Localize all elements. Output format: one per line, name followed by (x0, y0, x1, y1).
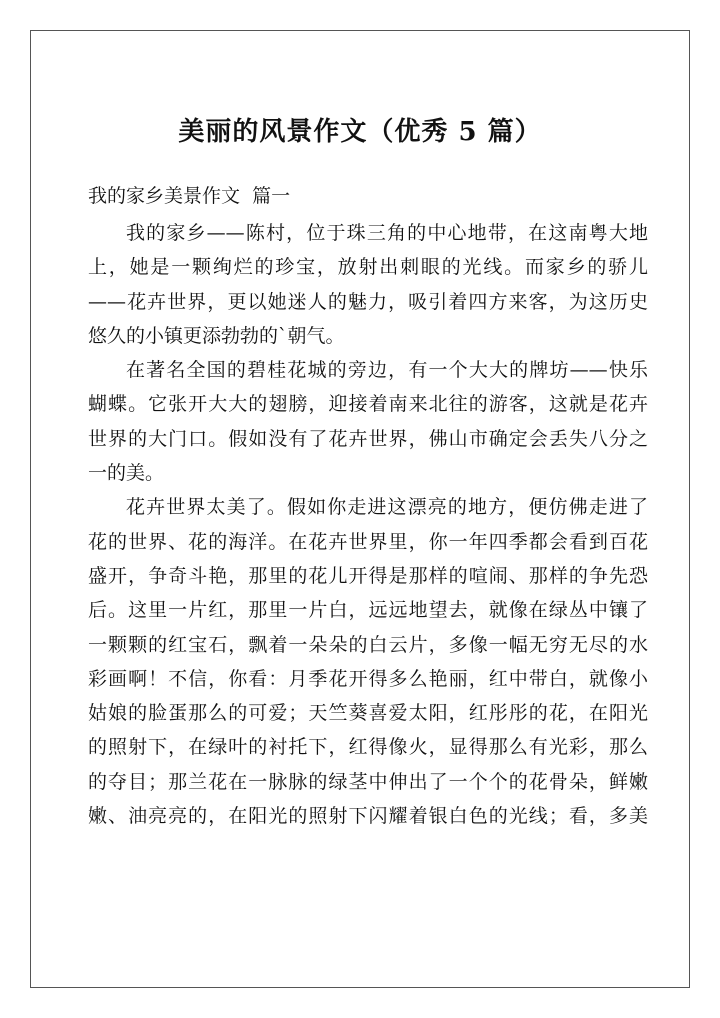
text-line: 花卉世界太美了。假如你走进这漂亮的地方，便仿佛走进了 (126, 496, 648, 519)
text-line: 上，她是一颗绚烂的珍宝，放射出刺眼的光线。而家乡的骄儿 (88, 256, 648, 279)
paragraph-2 (88, 353, 648, 490)
text-line: 悠久的小镇更添勃勃的`朝气。 (88, 324, 345, 347)
text-line: 一的美。 (88, 462, 165, 485)
text-line: 后。这里一片红，那里一片白，远远地望去，就像在绿丛中镶了 (88, 599, 648, 622)
text-line: 的夺目；那兰花在一脉脉的绿茎中伸出了一个个的花骨朵，鲜嫩 (88, 770, 648, 793)
text-line: 的照射下，在绿叶的衬托下，红得像火，显得那么有光彩，那么 (88, 736, 648, 759)
text-line: 嫩、油亮亮的，在阳光的照射下闪耀着银白色的光线；看，多美 (88, 805, 648, 828)
text-line: ——花卉世界，更以她迷人的魅力，吸引着四方来客，为这历史 (88, 290, 648, 313)
text-line: 在著名全国的碧桂花城的旁边，有一个大大的牌坊——快乐 (126, 359, 648, 382)
section-heading: 我的家乡美景作文 篇一 (88, 185, 291, 207)
paragraph-3 (88, 490, 648, 833)
text-line: 一颗颗的红宝石，飘着一朵朵的白云片，多像一幅无穷无尽的水 (88, 633, 648, 656)
text-line: 花的世界、花的海洋。在花卉世界里，你一年四季都会看到百花 (88, 530, 648, 553)
paragraph-1 (88, 216, 648, 353)
document-title: 美丽的风景作文（优秀 5 篇） (178, 117, 542, 147)
text-line: 盛开，争奇斗艳，那里的花儿开得是那样的喧闹、那样的争先恐 (88, 564, 648, 587)
text-line: 蝴蝶。它张开大大的翅膀，迎接着南来北往的游客，这就是花卉 (88, 393, 648, 416)
text-line: 彩画啊！不信，你看：月季花开得多么艳丽，红中带白，就像小 (88, 667, 648, 690)
article-body (88, 216, 648, 833)
text-line: 世界的大门口。假如没有了花卉世界，佛山市确定会丢失八分之 (88, 427, 648, 450)
text-line: 我的家乡——陈村，位于珠三角的中心地带，在这南粤大地 (126, 222, 648, 244)
text-line: 姑娘的脸蛋那么的可爱；天竺葵喜爱太阳，红彤彤的花，在阳光 (88, 702, 648, 725)
